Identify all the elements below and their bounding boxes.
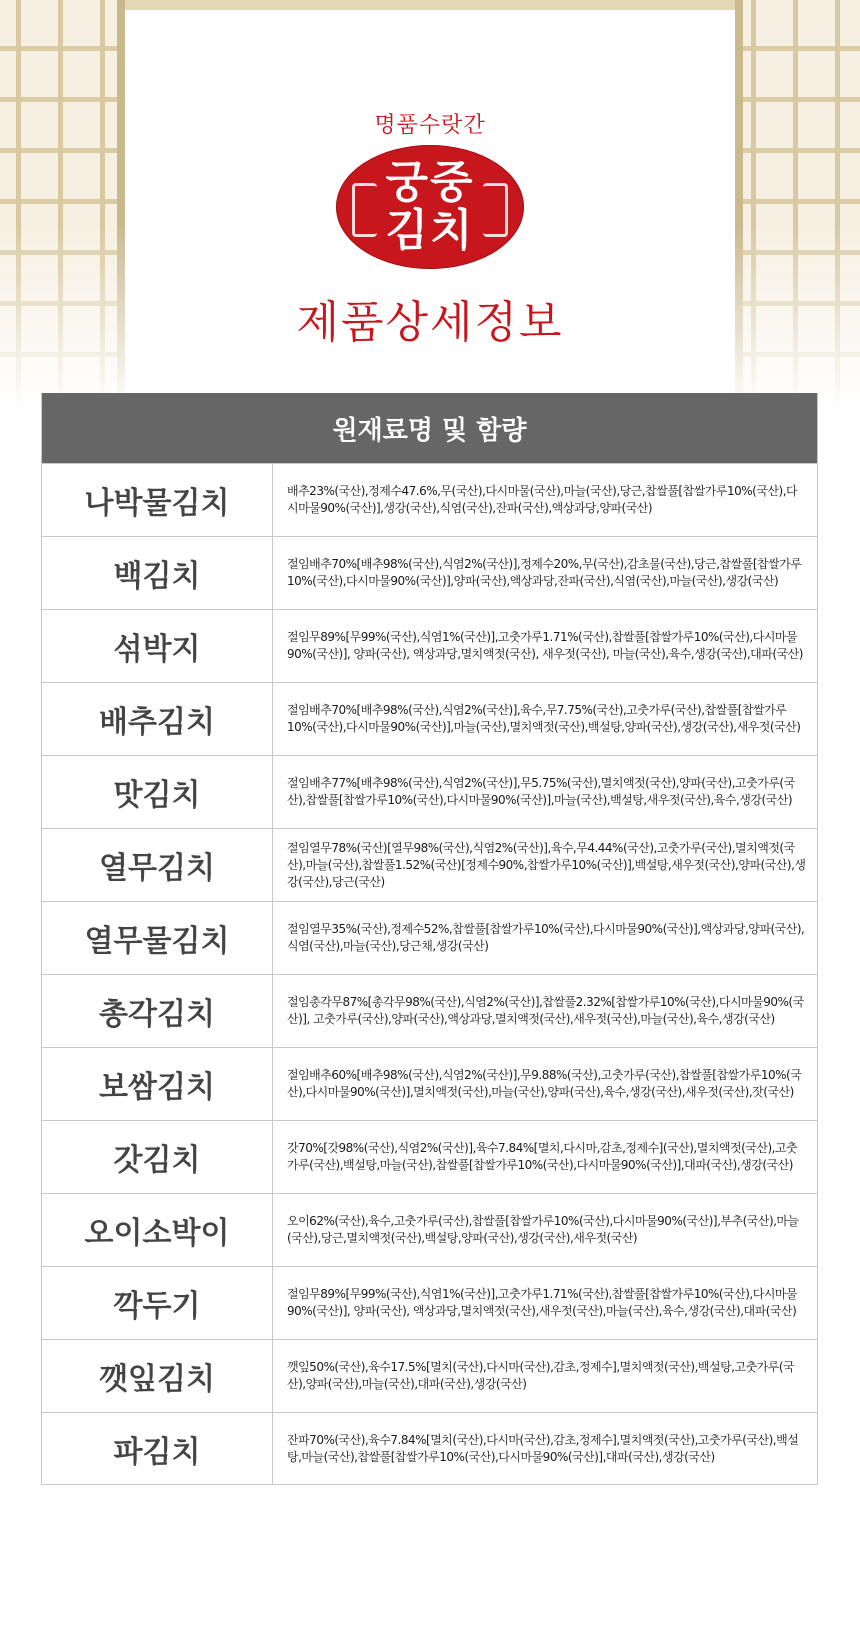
ingredients-text: 오이62%(국산),육수,고춧가루(국산),찹쌀풀[찹쌀가루10%(국산),다시마물90%(국산)],부추(국산),마늘(국산),당근,멸치액젓(국산),백설탕,양파(국산),생강(국산),새우젓(국산) [287, 1214, 799, 1245]
table-row [42, 463, 817, 536]
ingredients-text: 갓70%[갓98%(국산),식염2%(국산)],육수7.84%[멸치,다시마,감초,정제수](국산),멸치액젓(국산),고춧가루(국산),백설탕,마늘(국산),찹쌀풀[찹쌀가루10%(국산),다시마물90%(국산)],대파(국산),생강(국산) [287, 1141, 798, 1172]
top-border [0, 0, 860, 10]
ingredients-text: 잔파70%(국산),육수7.84%[멸치(국산),다시마(국산),감초,정제수],멸치액젓(국산),고춧가루(국산),백설탕,마늘(국산),찹쌀풀[찹쌀가루10%(국산),다시마물90%(국산)],대파(국산),생강(국산) [287, 1432, 799, 1464]
table-row [42, 1339, 817, 1412]
table-row [42, 609, 817, 682]
product-name: 갓김치 [42, 1121, 273, 1193]
product-name: 나박물김치 [42, 464, 273, 536]
page-title: 제품상세정보 [296, 297, 564, 348]
product-name: 보쌈김치 [42, 1048, 273, 1120]
brand-emblem [336, 145, 524, 269]
product-name: 깍두기 [42, 1267, 273, 1339]
product-name: 깻잎김치 [42, 1340, 273, 1412]
product-name: 맛김치 [42, 756, 273, 828]
product-name: 열무물김치 [42, 902, 273, 974]
product-name: 총각김치 [42, 975, 273, 1047]
brand-logo [0, 108, 860, 269]
ingredients-text: 절임열무78%(국산)[열무98%(국산),식염2%(국산)],육수,무4.44%(국산),고춧가루(국산),멸치액젓(국산),마늘(국산),찹쌀풀1.52%(국산)[정제수90%,찹쌀가루10%(국산)],백설탕,새우젓(국산),양파(국산),생강(국산),당근(국산) [287, 840, 806, 889]
table-row [42, 901, 817, 974]
ingredients-text: 절임무89%[무99%(국산),식염1%(국산)],고춧가루1.71%(국산),찹쌀풀[찹쌀가루10%(국산),다시마물90%(국산)], 양파(국산), 액상과당,멸치액젓(국산),새우젓(국산),마늘(국산),육수,생강(국산),대파(국산) [287, 1287, 798, 1318]
product-name: 열무김치 [42, 829, 273, 901]
table-row [42, 536, 817, 609]
table-header: 원재료명 및 함량 [42, 393, 817, 463]
table-body [42, 463, 817, 1484]
ingredients-text: 깻잎50%(국산),육수17.5%[멸치(국산),다시마(국산),감초,정제수],멸치액젓(국산),백설탕,고춧가루(국산),양파(국산),마늘(국산),대파(국산),생강(국산) [287, 1360, 795, 1391]
product-name: 섞박지 [42, 610, 273, 682]
table-row [42, 1412, 817, 1484]
table-row [42, 828, 817, 901]
product-name: 백김치 [42, 537, 273, 609]
ingredients-text: 절임배추60%[배추98%(국산),식염2%(국산)],무9.88%(국산),고춧가루(국산),찹쌀풀[찹쌀가루10%(국산),다시마물90%(국산)],멸치액젓(국산),마늘(국산),양파(국산),육수,생강(국산),새우젓(국산),잣(국산) [287, 1068, 802, 1099]
ingredients-text: 절임총각무87%[총각무98%(국산),식염2%(국산)],찹쌀풀2.32%[찹쌀가루10%(국산),다시마물90%(국산)], 고춧가루(국산),양파(국산),액상과당,멸치액젓(국산),새우젓(국산),마늘(국산),육수,생강(국산) [287, 995, 804, 1026]
table-row [42, 1266, 817, 1339]
table-row [42, 1047, 817, 1120]
table-row [42, 682, 817, 755]
table-row [42, 1120, 817, 1193]
logo-line-1: 궁중 [385, 157, 475, 208]
product-name: 파김치 [42, 1413, 273, 1484]
product-name: 배추김치 [42, 683, 273, 755]
table-row [42, 755, 817, 828]
product-name: 오이소박이 [42, 1194, 273, 1266]
ingredients-text: 절임배추70%[배추98%(국산),식염2%(국산)],정제수20%,무(국산),감초물(국산),당근,찹쌀풀[찹쌀가루10%(국산),다시마물90%(국산)],양파(국산),액상과당,잔파(국산),식염(국산),마늘(국산),생강(국산) [287, 557, 802, 588]
ingredients-table [41, 393, 818, 1485]
ingredients-text: 절임배추70%[배추98%(국산),식염2%(국산)],육수,무7.75%(국산),고춧가루(국산),찹쌀풀[찹쌀가루10%(국산),다시마물90%(국산)],마늘(국산),멸치액젓(국산),백설탕,양파(국산),생강(국산),새우젓(국산) [287, 703, 801, 734]
ingredients-text: 절임열무35%(국산),정제수52%,찹쌀풀[찹쌀가루10%(국산),다시마물90%(국산)],액상과당,양파(국산),식염(국산),마늘(국산),당근채,생강(국산) [287, 922, 805, 953]
logo-line-2: 김치 [385, 205, 475, 256]
table-row [42, 1193, 817, 1266]
table-row [42, 974, 817, 1047]
ingredients-text: 절임무89%[무99%(국산),식염1%(국산)],고춧가루1.71%(국산),찹쌀풀[찹쌀가루10%(국산),다시마물90%(국산)], 양파(국산), 액상과당,멸치액젓(국산), 새우젓(국산), 마늘(국산),육수,생강(국산),대파(국산) [287, 630, 803, 661]
ingredients-text: 절임배추77%[배추98%(국산),식염2%(국산)],무5.75%(국산),멸치액젓(국산),양파(국산),고춧가루(국산),찹쌀풀[찹쌀가루10%(국산),다시마물90%(국산)],마늘(국산),백설탕,새우젓(국산),육수,생강(국산) [287, 776, 795, 807]
brand-subtitle: 명품수랏간 [374, 113, 486, 138]
ingredients-text: 배추23%(국산),정제수47.6%,무(국산),다시마물(국산),마늘(국산),당근,찹쌀풀[찹쌀가루10%(국산),다시마물90%(국산)],생강(국산),식염(국산),잔파(국산),액상과당,양파(국산) [287, 484, 798, 515]
